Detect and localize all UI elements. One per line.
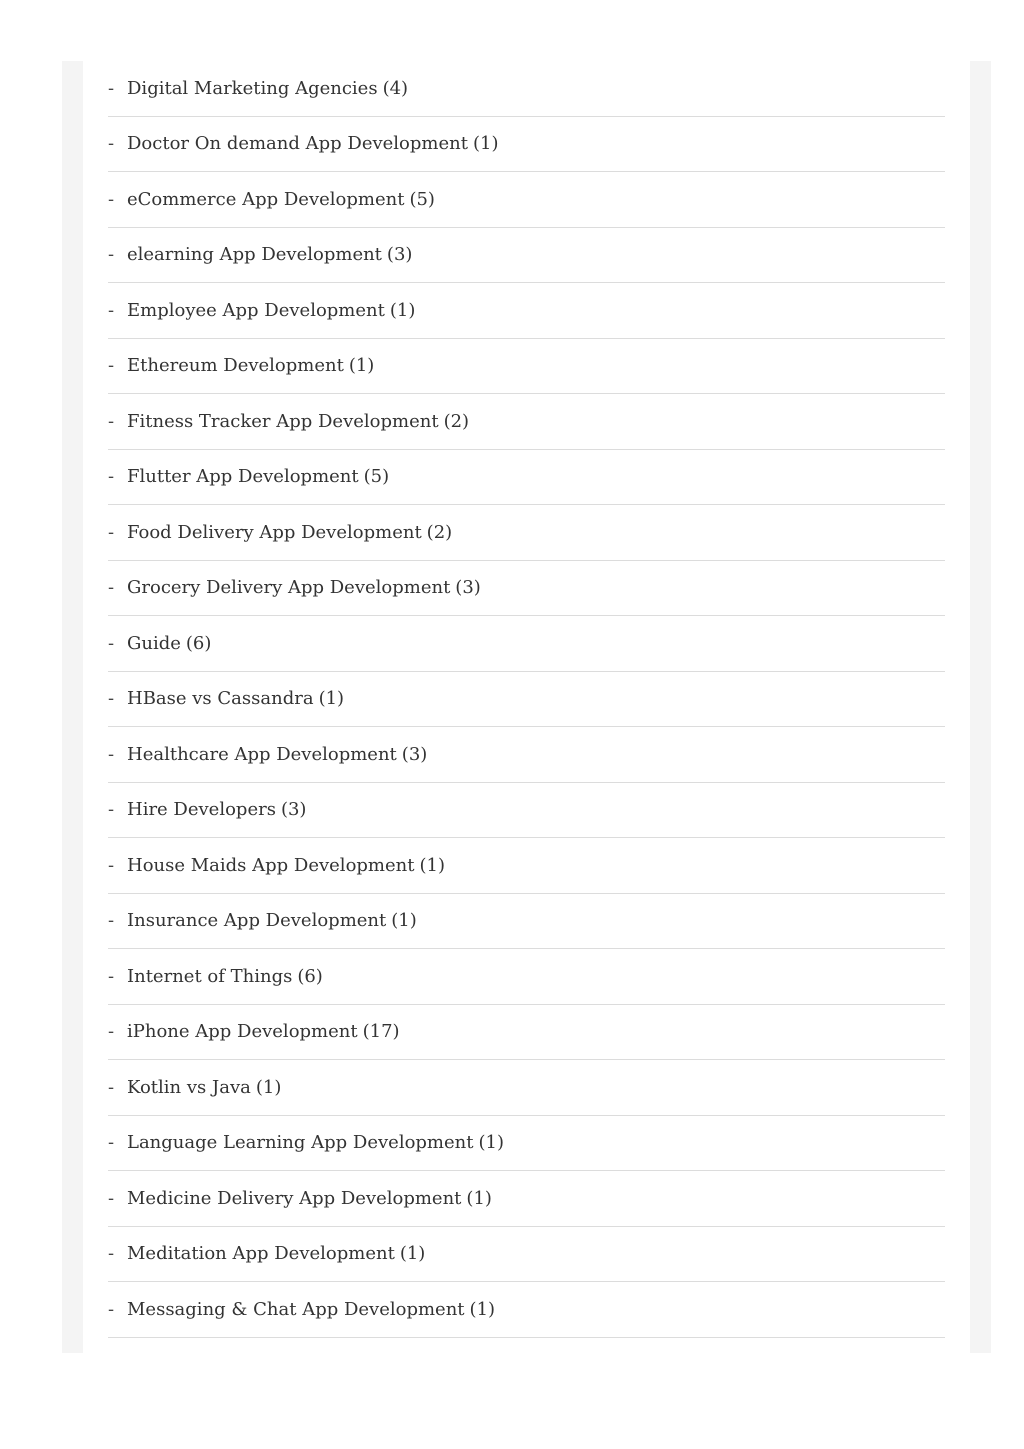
bullet-dash: - — [108, 965, 115, 987]
category-link[interactable]: Employee App Development — [127, 299, 385, 321]
category-count: (1) — [389, 299, 416, 321]
category-link[interactable]: Digital Marketing Agencies — [127, 77, 378, 99]
category-count: (1) — [399, 1243, 426, 1265]
category-count: (2) — [443, 410, 470, 432]
bullet-dash: - — [108, 188, 115, 210]
category-item — [108, 1116, 945, 1172]
bullet-dash: - — [108, 521, 115, 543]
category-link[interactable]: HBase vs Cassandra — [127, 688, 314, 710]
bullet-dash: - — [108, 77, 115, 99]
category-count: (3) — [401, 743, 428, 765]
category-link[interactable]: House Maids App Development — [127, 854, 415, 876]
category-count: (2) — [426, 521, 453, 543]
category-link[interactable]: Medicine Delivery App Development — [127, 1187, 462, 1209]
category-count: (1) — [348, 355, 375, 377]
category-link[interactable]: Hire Developers — [127, 799, 276, 821]
bullet-dash: - — [108, 1298, 115, 1320]
category-count: (3) — [386, 244, 413, 266]
category-link[interactable]: Language Learning App Development — [127, 1132, 474, 1154]
category-item — [108, 727, 945, 783]
category-item — [108, 172, 945, 228]
category-count: (1) — [419, 854, 445, 876]
bullet-dash: - — [108, 577, 115, 599]
category-link[interactable]: Messaging & Chat App Development — [127, 1298, 465, 1320]
category-count: (5) — [363, 466, 390, 488]
category-item — [108, 616, 945, 672]
category-count: (4) — [382, 77, 409, 99]
category-item — [108, 228, 945, 284]
category-link[interactable]: Ethereum Development — [127, 355, 344, 377]
category-count: (6) — [297, 965, 323, 987]
category-item — [108, 561, 945, 617]
category-item — [108, 672, 945, 728]
bullet-dash: - — [108, 854, 115, 876]
bullet-dash: - — [108, 355, 115, 377]
category-link[interactable]: Doctor On demand App Development — [127, 133, 468, 155]
category-item — [108, 783, 945, 839]
bullet-dash: - — [108, 244, 115, 266]
category-item — [108, 1060, 945, 1116]
category-item — [108, 1227, 945, 1283]
category-item — [108, 1282, 945, 1338]
category-count: (1) — [255, 1076, 282, 1098]
category-item — [108, 117, 945, 173]
category-count: (5) — [409, 188, 435, 210]
bullet-dash: - — [108, 299, 115, 321]
category-link[interactable]: Kotlin vs Java — [127, 1076, 251, 1098]
bullet-dash: - — [108, 1021, 115, 1043]
category-count: (6) — [185, 632, 212, 654]
category-link[interactable]: Guide — [127, 632, 181, 654]
category-item — [108, 894, 945, 950]
category-link[interactable]: elearning App Development — [127, 244, 382, 266]
bullet-dash: - — [108, 688, 115, 710]
category-link[interactable]: iPhone App Development — [127, 1021, 358, 1043]
category-count: (1) — [478, 1132, 504, 1154]
category-link[interactable]: Internet of Things — [127, 965, 293, 987]
bullet-dash: - — [108, 1076, 115, 1098]
category-item — [108, 1171, 945, 1227]
category-count: (1) — [318, 688, 345, 710]
category-count: (3) — [455, 577, 481, 599]
bullet-dash: - — [108, 1132, 115, 1154]
category-count: (1) — [391, 910, 417, 932]
category-list — [108, 61, 945, 1338]
category-count: (3) — [280, 799, 307, 821]
bullet-dash: - — [108, 799, 115, 821]
category-link[interactable]: eCommerce App Development — [127, 188, 405, 210]
bullet-dash: - — [108, 1187, 115, 1209]
category-count: (1) — [472, 133, 499, 155]
category-link[interactable]: Food Delivery App Development — [127, 521, 422, 543]
category-item — [108, 949, 945, 1005]
bullet-dash: - — [108, 133, 115, 155]
category-count: (1) — [466, 1187, 492, 1209]
bullet-dash: - — [108, 743, 115, 765]
category-item — [108, 61, 945, 117]
bullet-dash: - — [108, 410, 115, 432]
category-item — [108, 1005, 945, 1061]
category-link[interactable]: Flutter App Development — [127, 466, 359, 488]
category-link[interactable]: Grocery Delivery App Development — [127, 577, 451, 599]
category-link[interactable]: Fitness Tracker App Development — [127, 410, 439, 432]
category-item — [108, 505, 945, 561]
category-link[interactable]: Healthcare App Development — [127, 743, 397, 765]
bullet-dash: - — [108, 632, 115, 654]
category-item — [108, 450, 945, 506]
category-item — [108, 838, 945, 894]
category-count: (17) — [362, 1021, 400, 1043]
category-item — [108, 394, 945, 450]
category-item — [108, 339, 945, 395]
bullet-dash: - — [108, 1243, 115, 1265]
bullet-dash: - — [108, 910, 115, 932]
category-count: (1) — [469, 1298, 496, 1320]
category-link[interactable]: Meditation App Development — [127, 1243, 395, 1265]
category-item — [108, 283, 945, 339]
category-link[interactable]: Insurance App Development — [127, 910, 387, 932]
bullet-dash: - — [108, 466, 115, 488]
